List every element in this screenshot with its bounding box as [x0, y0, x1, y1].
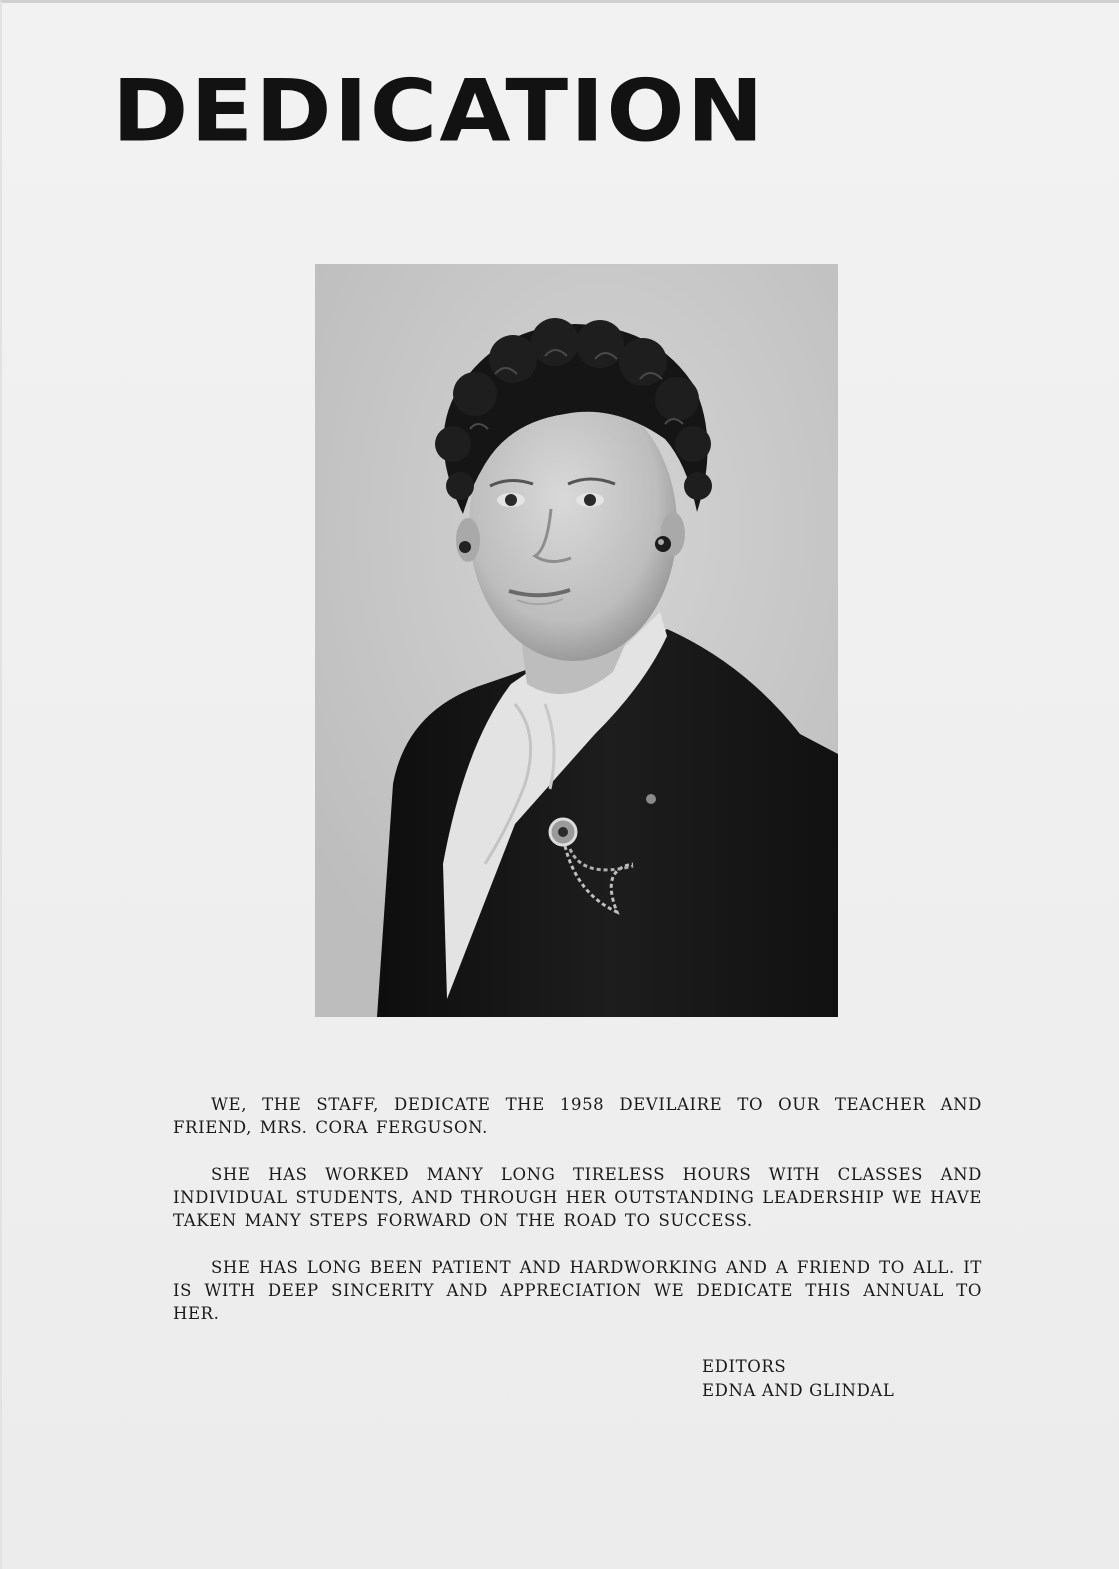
- dedication-paragraph: SHE HAS WORKED MANY LONG TIRELESS HOURS WITH CLASSES AND INDIVIDUAL STUDENTS, AND THROUGH HER OUTSTANDING LEADERSHIP WE HAVE TAKEN MANY STEPS FORWARD ON THE ROAD TO SUCCESS.: [173, 1165, 982, 1230]
- lapel-pin: [646, 794, 656, 804]
- dedication-text: [173, 1093, 982, 1349]
- portrait-illustration: [315, 264, 838, 1017]
- left-earring: [459, 541, 471, 553]
- dedication-paragraph: WE, THE STAFF, DEDICATE THE 1958 DEVILAIRE TO OUR TEACHER AND FRIEND, MRS. CORA FERGUSON.: [173, 1095, 982, 1137]
- page-title: DEDICATION: [112, 61, 766, 161]
- brooch-center: [558, 827, 568, 837]
- signature-block: [702, 1355, 895, 1403]
- earring-highlight: [658, 539, 664, 545]
- left-ear: [456, 518, 480, 562]
- portrait-photo: [315, 264, 838, 1017]
- right-pupil: [584, 494, 596, 506]
- left-pupil: [505, 494, 517, 506]
- signature-names: EDNA AND GLINDAL: [702, 1381, 895, 1400]
- signature-role: EDITORS: [702, 1357, 787, 1376]
- dedication-paragraph: SHE HAS LONG BEEN PATIENT AND HARDWORKING AND A FRIEND TO ALL. IT IS WITH DEEP SINCERITY AND APPRECIATION WE DEDICATE THIS ANNUAL TO HER.: [173, 1258, 982, 1323]
